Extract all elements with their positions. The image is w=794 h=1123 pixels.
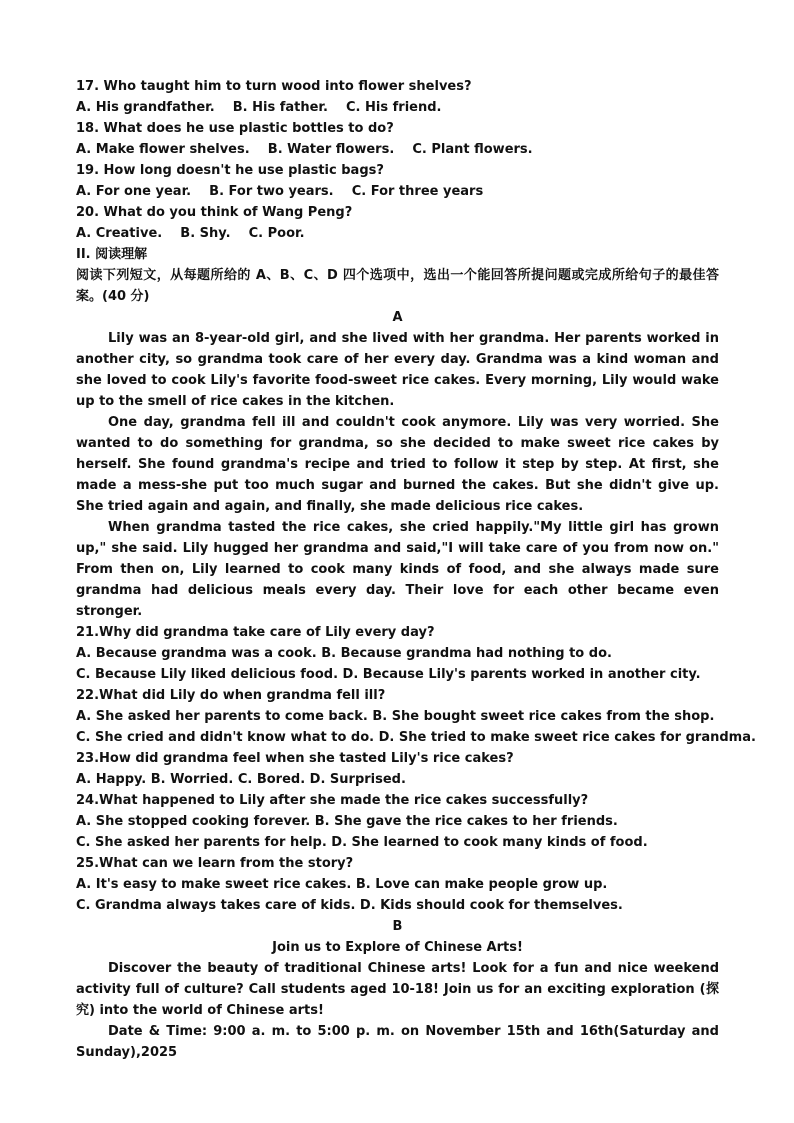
question-23-options: A. Happy. B. Worried. C. Bored. D. Surprised. — [76, 772, 406, 787]
question-20-options: A. Creative. B. Shy. C. Poor. — [76, 226, 305, 241]
passage-b-date-time: Date & Time: 9:00 a. m. to 5:00 p. m. on November 15th and 16th(Saturday and Sunday),2025 — [76, 1024, 719, 1060]
question-19-options: A. For one year. B. For two years. C. For three years — [76, 184, 484, 199]
question-22-options-ab: A. She asked her parents to come back. B. She bought sweet rice cakes from the shop. — [76, 709, 715, 724]
passage-a-paragraph-2: One day, grandma fell ill and couldn't cook anymore. Lily was very worried. She wanted to do something for grandma, so she decided to make sweet rice cakes by herself. She found grandma's recipe and tried to follow it step by step. At first, she made a mess-she put too much sugar and burned the cakes. But she didn't give up. She tried again and again, and finally, she made delicious rice cakes. — [76, 415, 719, 514]
question-21: 21.Why did grandma take care of Lily every day? — [76, 625, 435, 640]
question-23: 23.How did grandma feel when she tasted Lily's rice cakes? — [76, 751, 514, 766]
passage-a-paragraph-1: Lily was an 8-year-old girl, and she lived with her grandma. Her parents worked in another city, so grandma took care of her every day. Grandma was a kind woman and she loved to cook Lily's favorite food-sweet rice cakes. Every morning, Lily would wake up to the smell of rice cakes in the kitchen. — [76, 331, 719, 409]
question-24: 24.What happened to Lily after she made the rice cakes successfully? — [76, 793, 589, 808]
passage-b-label: B — [392, 919, 403, 934]
question-19: 19. How long doesn't he use plastic bags? — [76, 163, 384, 178]
question-22-options-cd: C. She cried and didn't know what to do. D. She tried to make sweet rice cakes for grandma. — [76, 730, 756, 745]
question-24-options-ab: A. She stopped cooking forever. B. She gave the rice cakes to her friends. — [76, 814, 618, 829]
question-25: 25.What can we learn from the story? — [76, 856, 354, 871]
exam-page — [76, 76, 756, 1063]
question-18-options: A. Make flower shelves. B. Water flowers. C. Plant flowers. — [76, 142, 533, 157]
passage-a-paragraph-3: When grandma tasted the rice cakes, she cried happily."My little girl has grown up," she said. Lily hugged her grandma and said,"I will take care of you from now on." From then on, Lily learned to cook many kinds of food, and she always made sure grandma had delicious meals every day. Their love for each other became even stronger. — [76, 520, 719, 619]
passage-a-label: A — [392, 310, 403, 325]
question-22: 22.What did Lily do when grandma fell ill? — [76, 688, 386, 703]
question-21-options-cd: C. Because Lily liked delicious food. D. Because Lily's parents worked in another city. — [76, 667, 701, 682]
question-17: 17. Who taught him to turn wood into flower shelves? — [76, 79, 472, 94]
section-instruction: 阅读下列短文，从每题所给的 A、B、C、D 四个选项中，选出一个能回答所提问题或完成所给句子的最佳答案。(40 分) — [76, 268, 719, 304]
question-17-options: A. His grandfather. B. His father. C. His friend. — [76, 100, 442, 115]
question-24-options-cd: C. She asked her parents for help. D. She learned to cook many kinds of food. — [76, 835, 648, 850]
question-18: 18. What does he use plastic bottles to do? — [76, 121, 394, 136]
question-20: 20. What do you think of Wang Peng? — [76, 205, 353, 220]
question-21-options-ab: A. Because grandma was a cook. B. Because grandma had nothing to do. — [76, 646, 612, 661]
section-heading: II. 阅读理解 — [76, 247, 148, 262]
passage-b-paragraph-1: Discover the beauty of traditional Chinese arts! Look for a fun and nice weekend activity full of culture? Call students aged 10-18! Join us for an exciting exploration (探究) into the world of Chinese arts! — [76, 961, 719, 1018]
passage-b-title: Join us to Explore of Chinese Arts! — [272, 940, 523, 955]
question-25-options-ab: A. It's easy to make sweet rice cakes. B. Love can make people grow up. — [76, 877, 608, 892]
question-25-options-cd: C. Grandma always takes care of kids. D. Kids should cook for themselves. — [76, 898, 623, 913]
